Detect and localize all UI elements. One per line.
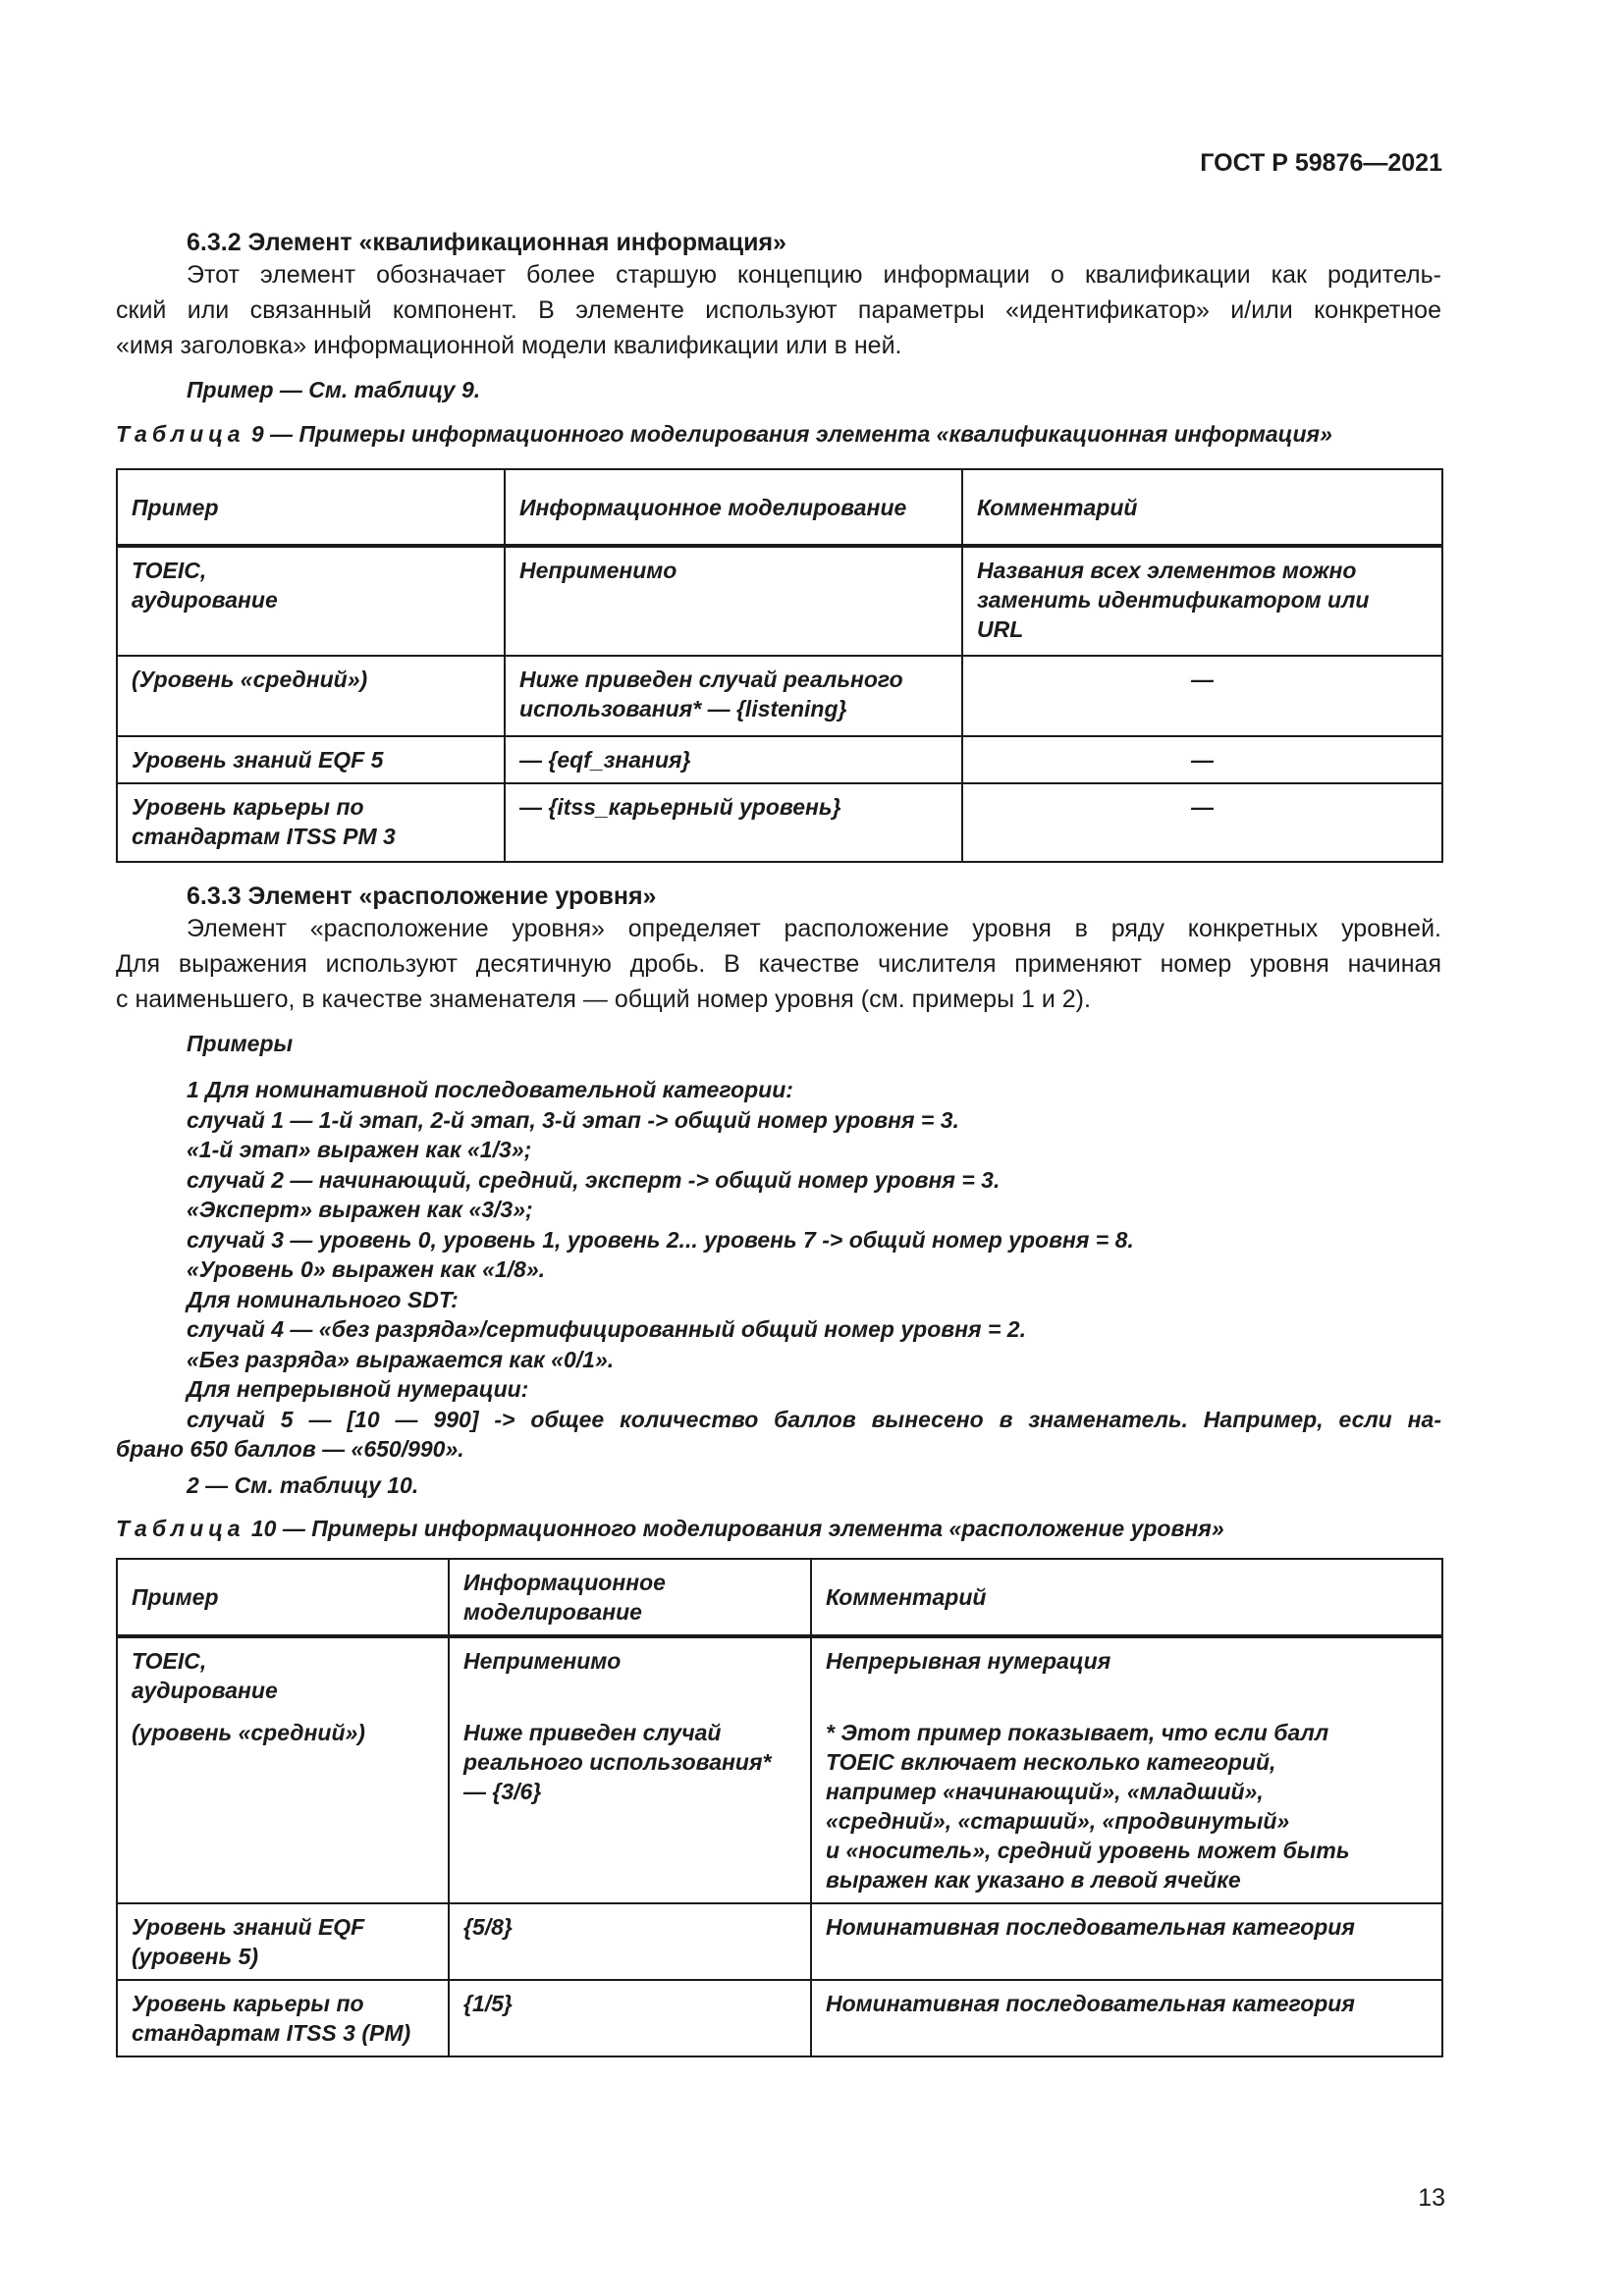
- table-cell: — {eqf_знания}: [505, 736, 962, 783]
- cell-line: Ниже приведен случай: [463, 1720, 722, 1745]
- table-header-row: [117, 469, 1442, 546]
- body-line: Для выражения используют десятичную дробь. В качестве числителя применяют номер уровня начиная: [116, 950, 1441, 978]
- cell-line: * Этот пример показывает, что если балл: [826, 1720, 1329, 1745]
- table-cell: — {itss_карьерный уровень}: [505, 783, 962, 862]
- table-cell: [811, 1636, 1442, 1903]
- cell-line: моделирование: [463, 1599, 642, 1625]
- see-table-10-note: 2 — См. таблицу 10.: [187, 1472, 419, 1498]
- table-header-cell: Пример: [117, 469, 505, 546]
- table-cell: {1/5}: [449, 1980, 811, 2056]
- page-number: 13: [1418, 2184, 1445, 2212]
- table-header-cell: [449, 1559, 811, 1636]
- cell-line: TOEIC включает несколько категорий,: [826, 1749, 1276, 1775]
- body-line: ский или связанный компонент. В элементе используют параметры «идентификатор» и/или конкретное: [116, 296, 1441, 324]
- table-9: [116, 468, 1443, 863]
- table-row: [117, 1980, 1442, 2056]
- cell-line: использования* — {listening}: [519, 696, 847, 721]
- table-cell: Номинативная последовательная категория: [811, 1980, 1442, 2056]
- body-line: «имя заголовка» информационной модели квалификации или в ней.: [116, 332, 902, 359]
- example-line: «Эксперт» выражен как «3/3»;: [187, 1197, 533, 1222]
- examples-heading: Примеры: [187, 1031, 294, 1056]
- caption-text: 9 — Примеры информационного моделирования элемента «квалификационная информация»: [244, 421, 1332, 447]
- section-title-6-3-2: 6.3.2 Элемент «квалификационная информация»: [187, 229, 786, 256]
- table-header-row: [117, 1559, 1442, 1636]
- table-cell: Уровень знаний EQF 5: [117, 736, 505, 783]
- table-row: [117, 736, 1442, 783]
- cell-line: — {3/6}: [463, 1779, 542, 1804]
- table-cell: [117, 783, 505, 862]
- cell-line: Уровень карьеры по: [132, 1991, 364, 2016]
- cell-line: (уровень «средний»): [132, 1720, 365, 1745]
- caption-label: Таблица: [116, 421, 245, 447]
- cell-line: Уровень знаний EQF: [132, 1914, 365, 1940]
- cell-line: аудирование: [132, 1678, 278, 1703]
- cell-line: Неприменимо: [463, 1648, 622, 1674]
- table-10-caption: [116, 1514, 1441, 1543]
- cell-line: (уровень 5): [132, 1944, 259, 1969]
- cell-line: например «начинающий», «младший»,: [826, 1779, 1264, 1804]
- cell-line: стандартам ITSS PM 3: [132, 824, 396, 849]
- body-line: Элемент «расположение уровня» определяет расположение уровня в ряду конкретных уровней.: [187, 915, 1441, 942]
- table-9-caption: [116, 419, 1441, 449]
- section-6-3-2-body: [116, 257, 1441, 363]
- cell-line: Названия всех элементов можно: [977, 558, 1357, 583]
- cell-line: TOEIC,: [132, 558, 207, 583]
- cell-line: и «носитель», средний уровень может быть: [826, 1838, 1350, 1863]
- table-cell: Номинативная последовательная категория: [811, 1903, 1442, 1980]
- table-row: [117, 546, 1442, 656]
- table-row: [117, 1903, 1442, 1980]
- example-line: брано 650 баллов — «650/990».: [116, 1436, 464, 1462]
- cell-line: URL: [977, 616, 1024, 642]
- cell-line: заменить идентификатором или: [977, 587, 1370, 613]
- example-line: случай 1 — 1-й этап, 2-й этап, 3-й этап -> общий номер уровня = 3.: [187, 1106, 959, 1133]
- section-title-6-3-3: 6.3.3 Элемент «расположение уровня»: [187, 882, 657, 910]
- example-line: «1-й этап» выражен как «1/3»;: [187, 1137, 532, 1162]
- example-line: случай 3 — уровень 0, уровень 1, уровень 2... уровень 7 -> общий номер уровня = 8.: [187, 1226, 1134, 1253]
- example-line: «Без разряда» выражается как «0/1».: [187, 1346, 615, 1372]
- example-line: случай 4 — «без разряда»/сертифицированный общий номер уровня = 2.: [187, 1316, 1026, 1342]
- table-header-cell: Комментарий: [962, 469, 1442, 546]
- example-line: случай 2 — начинающий, средний, эксперт -> общий номер уровня = 3.: [187, 1166, 1001, 1193]
- table-cell: {5/8}: [449, 1903, 811, 1980]
- example-line: «Уровень 0» выражен как «1/8».: [187, 1256, 546, 1282]
- example-line: 1 Для номинативной последовательной категории:: [187, 1077, 793, 1102]
- cell-line: TOEIC,: [132, 1648, 207, 1674]
- cell-line: аудирование: [132, 587, 278, 613]
- table-10: [116, 1558, 1443, 2057]
- caption-label: Таблица: [116, 1516, 245, 1541]
- cell-line: «средний», «старший», «продвинутый»: [826, 1808, 1290, 1834]
- table-cell: Неприменимо: [505, 546, 962, 656]
- table-cell: [117, 1636, 449, 1903]
- table-cell: —: [962, 736, 1442, 783]
- table-row: [117, 783, 1442, 862]
- table-row: [117, 1636, 1442, 1903]
- table-cell: [505, 656, 962, 736]
- document-standard-number: ГОСТ Р 59876—2021: [1200, 149, 1442, 177]
- table-cell: [962, 546, 1442, 656]
- table-header-cell: Информационное моделирование: [505, 469, 962, 546]
- table-cell: [117, 1980, 449, 2056]
- body-line: с наименьшего, в качестве знаменателя — общий номер уровня (см. примеры 1 и 2).: [116, 986, 1091, 1013]
- section-6-3-3-body: [116, 911, 1441, 1017]
- cell-line: Информационное: [463, 1570, 666, 1595]
- table-cell: —: [962, 783, 1442, 862]
- cell-line: реального использования*: [463, 1749, 772, 1775]
- table-header-cell: Пример: [117, 1559, 449, 1636]
- example-line: Для непрерывной нумерации:: [187, 1376, 529, 1402]
- table-cell: [117, 546, 505, 656]
- cell-line: стандартам ITSS 3 (PM): [132, 2020, 411, 2046]
- example-note: Пример — См. таблицу 9.: [187, 377, 481, 402]
- body-line: Этот элемент обозначает более старшую концепцию информации о квалификации как родитель-: [187, 261, 1441, 289]
- table-cell: (Уровень «средний»): [117, 656, 505, 736]
- example-line: случай 5 — [10 — 990] -> общее количество баллов вынесено в знаменатель. Например, если на-: [187, 1406, 1441, 1432]
- cell-line: Уровень карьеры по: [132, 794, 364, 820]
- table-cell: [449, 1636, 811, 1903]
- table-header-cell: Комментарий: [811, 1559, 1442, 1636]
- examples-list: [116, 1075, 1441, 1465]
- cell-line: Непрерывная нумерация: [826, 1648, 1111, 1674]
- example-line: Для номинального SDT:: [187, 1286, 459, 1312]
- cell-line: выражен как указано в левой ячейке: [826, 1867, 1241, 1893]
- cell-line: Ниже приведен случай реального: [519, 667, 903, 692]
- table-row: [117, 656, 1442, 736]
- caption-text: 10 — Примеры информационного моделирования элемента «расположение уровня»: [244, 1516, 1224, 1541]
- table-cell: —: [962, 656, 1442, 736]
- table-cell: [117, 1903, 449, 1980]
